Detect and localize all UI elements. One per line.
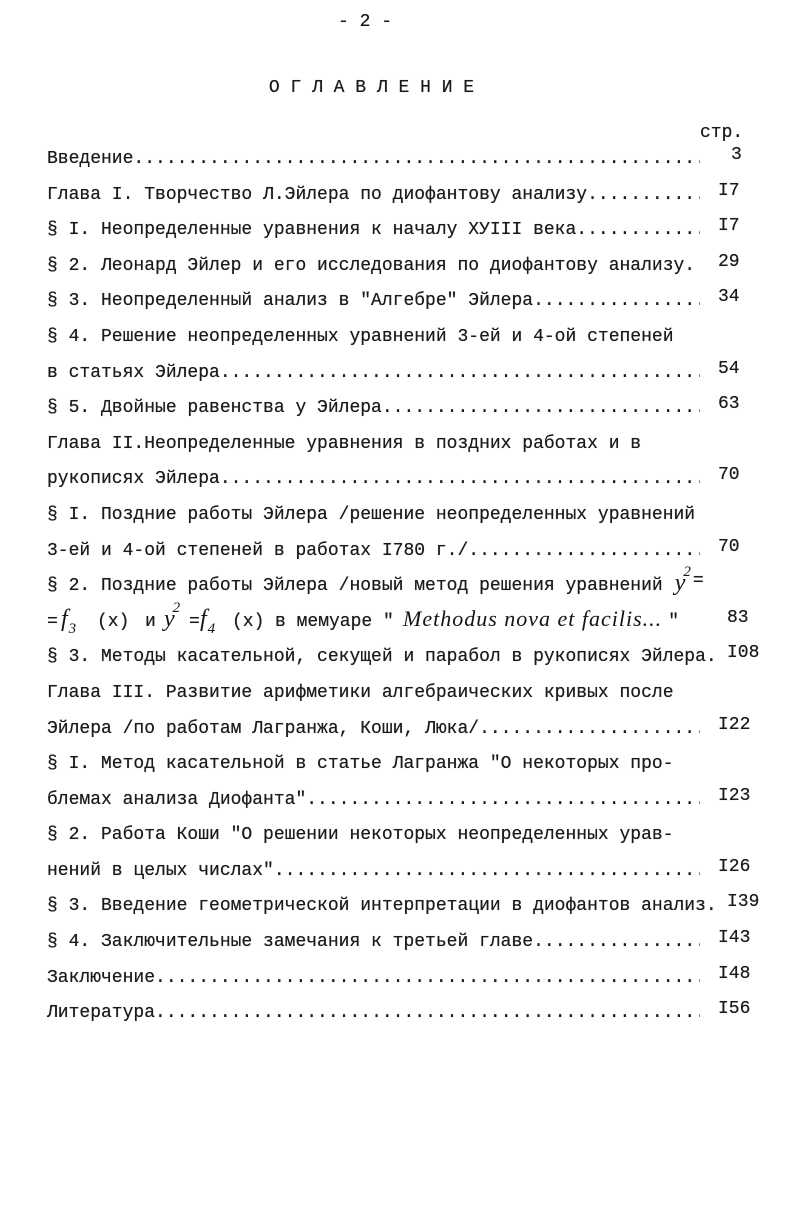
dot-leader — [479, 712, 700, 748]
toc-line — [47, 320, 700, 356]
dot-leader — [587, 178, 700, 214]
toc-line — [47, 462, 700, 498]
entry-title: Глава III. Развитие арифметики алгебраических кривых после — [47, 682, 674, 703]
dot-leader — [306, 783, 700, 819]
page-ref: 70 — [718, 465, 740, 486]
toc-entry — [47, 284, 762, 320]
dot-leader — [533, 284, 700, 320]
dot-leader — [533, 925, 700, 961]
dot-leader — [155, 996, 700, 1032]
toc-line — [47, 889, 717, 925]
toc-entry — [47, 818, 762, 854]
toc-line — [47, 249, 700, 285]
dot-leader — [133, 142, 700, 178]
entry-title: Глава II.Неопределенные уравнения в поздних работах и в — [47, 433, 642, 454]
toc-line — [47, 178, 700, 214]
toc-entry — [47, 996, 762, 1032]
memoir-intro: в мемуаре " — [275, 611, 394, 632]
toc-entry — [47, 961, 762, 997]
dot-leader — [274, 854, 700, 890]
toc-line — [47, 676, 700, 712]
handwritten-index: 3 — [68, 620, 77, 637]
entry-title: § 3. Методы касательной, секущей и парабол в рукописях Эйлера. — [47, 647, 717, 668]
entry-title: в статьях Эйлера — [47, 362, 220, 383]
handwritten-f: f — [61, 605, 68, 632]
handwritten-memoir-title: Methodus nova et facilis... — [403, 605, 663, 631]
toc-entry — [47, 747, 762, 783]
toc-entry-continuation — [47, 854, 762, 890]
formula-f3 — [61, 605, 76, 641]
page-ref: I7 — [718, 180, 740, 201]
toc-line — [47, 747, 700, 783]
toc-line — [47, 213, 700, 249]
entry-title: Эйлера /по работам Лагранжа, Коши, Люка/ — [47, 718, 480, 739]
toc-entry — [47, 640, 762, 676]
toc-line — [47, 498, 700, 534]
toc-entry — [47, 564, 762, 605]
dot-leader — [576, 213, 700, 249]
entry-title: § 4. Заключительные замечания к третьей главе — [47, 932, 534, 953]
toc-line — [47, 854, 700, 890]
toc-entry-continuation — [47, 599, 762, 641]
formula-argument: (x) — [97, 611, 130, 632]
entry-title: § 3. Введение геометрической интерпретации в диофантов анализ. — [47, 896, 717, 917]
toc-line — [47, 534, 700, 570]
entry-title: Введение — [47, 149, 134, 169]
toc-line — [47, 961, 700, 997]
handwritten-f: f — [200, 605, 207, 632]
toc-entry — [47, 925, 762, 961]
page-ref: I39 — [727, 892, 760, 913]
dot-leader — [155, 961, 700, 997]
formula-y2 — [152, 599, 181, 641]
toc-entry — [47, 249, 762, 285]
handwritten-exponent: 2 — [683, 564, 691, 581]
toc-line — [47, 925, 700, 961]
dot-leader — [220, 462, 700, 498]
memoir-title-group — [403, 605, 679, 641]
page-ref: I56 — [718, 999, 751, 1020]
toc-line — [47, 818, 700, 854]
page-ref: I08 — [727, 643, 760, 664]
dot-leader — [468, 534, 700, 570]
page-ref: 70 — [718, 536, 740, 557]
toc-line — [47, 356, 700, 392]
entry-title: блемах анализа Диофанта" — [47, 789, 307, 810]
toc-line — [47, 783, 700, 819]
page-ref: I26 — [718, 856, 751, 877]
handwritten-y: y — [674, 570, 686, 597]
page-folio: - 2 - — [337, 12, 392, 32]
toc-entry — [47, 213, 762, 249]
equals-sign: = — [189, 611, 200, 632]
page-ref: 63 — [718, 394, 740, 415]
toc-line — [47, 391, 700, 427]
formula-argument: (x) — [232, 611, 265, 632]
page-ref: I22 — [718, 714, 751, 735]
toc-entry — [47, 427, 762, 463]
toc-entry — [47, 498, 762, 534]
entry-title: § I. Метод касательной в статье Лагранжа "О некоторых про- — [47, 754, 674, 775]
entry-title: рукописях Эйлера — [47, 469, 220, 490]
entry-title: 3-ей и 4-ой степеней в работах I780 г./ — [47, 540, 469, 561]
toc-entry-continuation — [47, 534, 762, 570]
toc-entry — [47, 142, 762, 178]
toc-entry — [47, 391, 762, 427]
toc-line — [47, 640, 717, 676]
toc-line — [47, 142, 700, 178]
page-ref: 34 — [718, 287, 740, 308]
entry-title: Литература — [47, 1003, 156, 1024]
toc-entry — [47, 178, 762, 214]
formula-f4 — [200, 605, 215, 641]
entry-title: нений в целых числах" — [47, 860, 274, 881]
handwritten-y: y — [164, 605, 175, 632]
entry-title: § 4. Решение неопределенных уравнений 3-ей и 4-ой степеней — [47, 326, 674, 347]
toc-entry-continuation — [47, 356, 762, 392]
entry-title: § 2. Работа Коши "О решении некоторых неопределенных урав- — [47, 825, 674, 846]
toc-entry — [47, 889, 762, 925]
page-title: О Г Л А В Л Е Н И Е — [268, 78, 475, 98]
entry-title: § 2. Поздние работы Эйлера /новый метод решения уравнений — [47, 576, 663, 597]
entry-title: § 3. Неопределенный анализ в "Алгебре" Эйлера — [47, 291, 534, 312]
page-ref: I23 — [718, 785, 751, 806]
equals-sign: = — [47, 611, 58, 632]
page-ref: I48 — [718, 963, 751, 984]
equals-sign: = — [692, 571, 704, 592]
entry-title: § 2. Леонард Эйлер и его исследования по диофантову анализу. — [47, 255, 696, 276]
dot-leader — [220, 356, 700, 392]
entry-title: § I. Неопределенные уравнения к началу ХУIII века — [47, 220, 577, 241]
toc-entry-continuation — [47, 462, 762, 498]
toc-entry-continuation — [47, 783, 762, 819]
closing-quote: " — [668, 611, 679, 632]
entry-title: § 5. Двойные равенства у Эйлера — [47, 398, 382, 419]
toc-line — [47, 996, 700, 1032]
entry-title: Глава I. Творчество Л.Эйлера по диофантову анализу — [47, 184, 588, 205]
entry-title: § I. Поздние работы Эйлера /решение неопределенных уравнений — [47, 504, 696, 525]
handwritten-exponent: 2 — [172, 599, 181, 616]
table-of-contents — [47, 142, 762, 1032]
page-ref: 54 — [718, 358, 740, 379]
page-ref: I7 — [718, 216, 740, 237]
toc-entry — [47, 320, 762, 356]
handwritten-index: 4 — [207, 620, 216, 637]
page-ref: 29 — [718, 251, 740, 272]
conjunction: и — [145, 611, 156, 632]
toc-entry — [47, 676, 762, 712]
dot-leader — [382, 391, 700, 427]
page-ref: 83 — [727, 607, 749, 628]
page-column-header: стр. — [700, 123, 744, 143]
toc-line — [47, 284, 700, 320]
toc-line — [47, 712, 700, 748]
entry-title: Заключение — [47, 967, 156, 988]
page-ref: I43 — [718, 928, 751, 949]
toc-line — [47, 427, 700, 463]
toc-entry-continuation — [47, 712, 762, 748]
page-ref: 3 — [731, 145, 742, 165]
